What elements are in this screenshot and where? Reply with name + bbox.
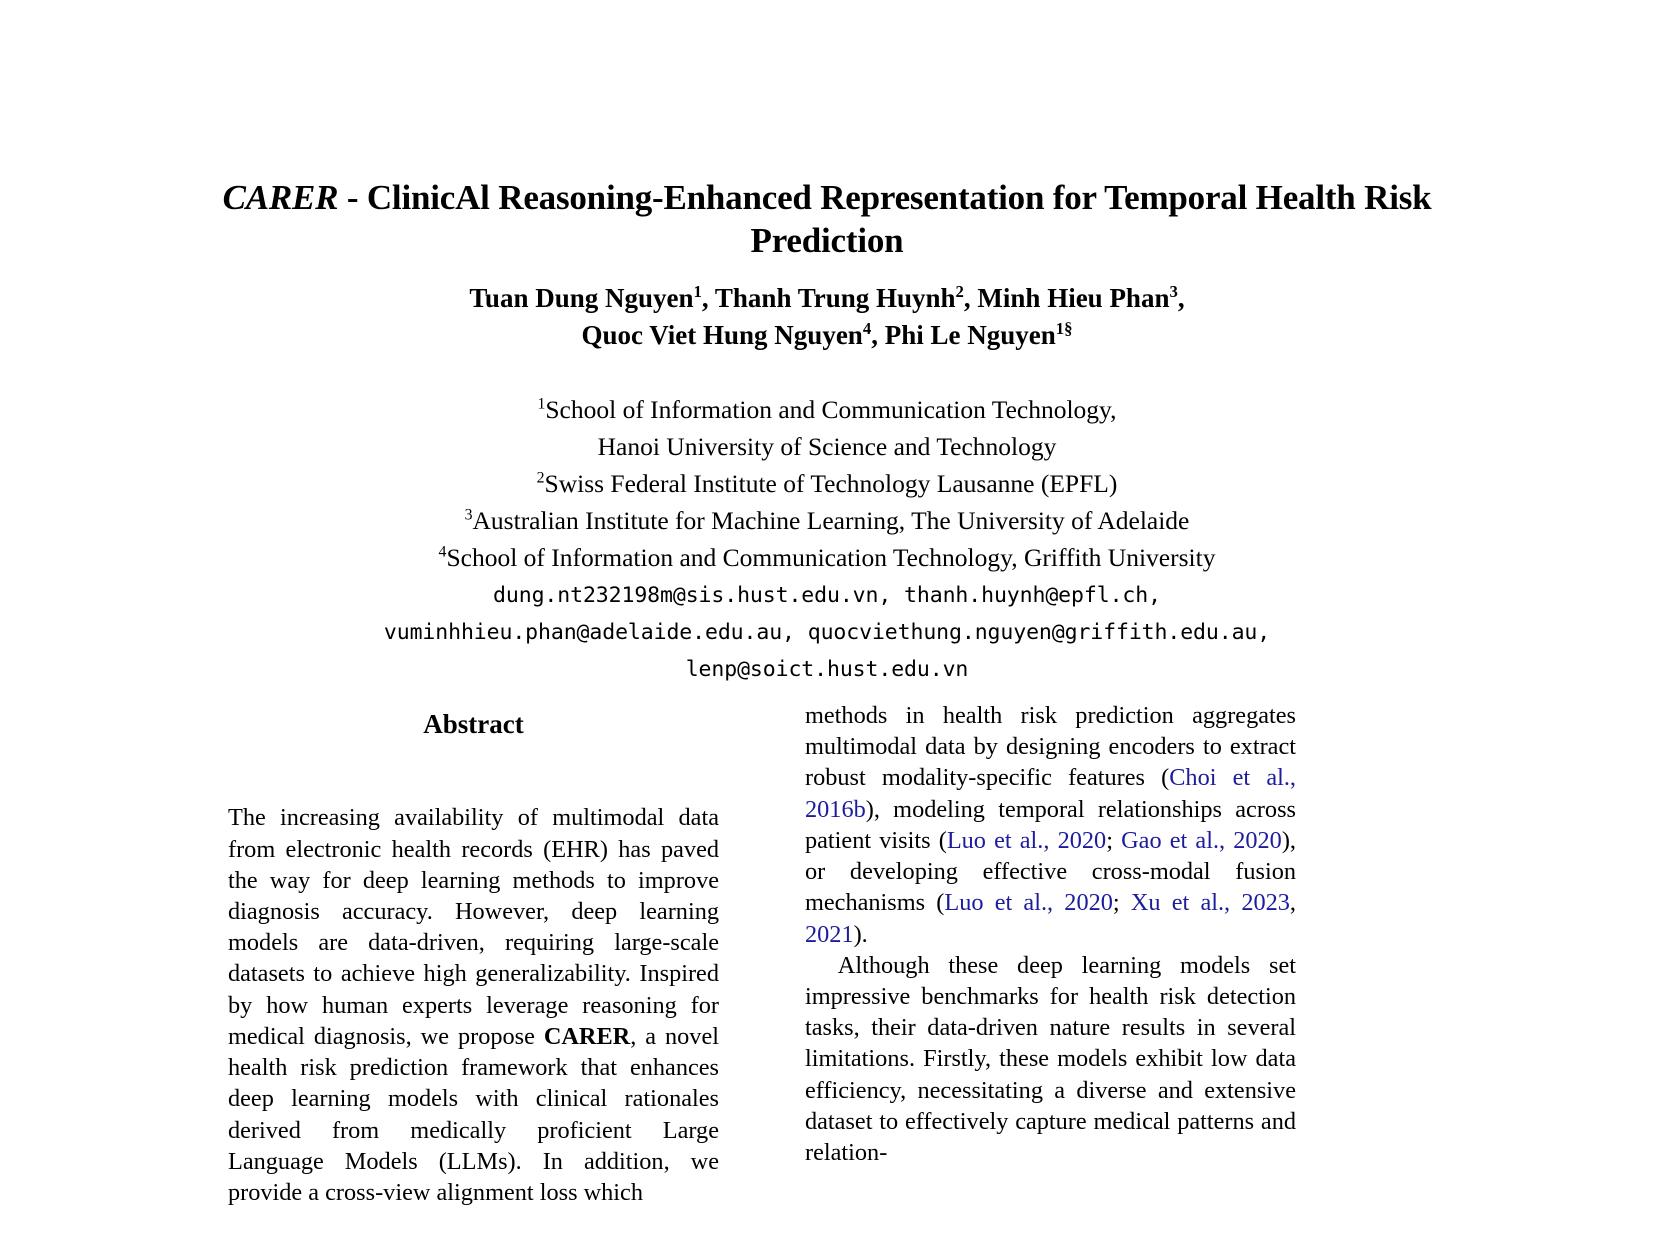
abstract-text-part2: , a novel health risk prediction framework that enhances deep learning models with clinical rationales derived from medically proficient Large Language Models (LLMs). In addition, we provide a cross-view alignment loss which [228,1022,719,1207]
citation-link[interactable]: Gao et al., 2020 [1121,826,1282,854]
author-separator: , [1177,283,1185,313]
author-name: Phi Le Nguyen [884,320,1056,351]
author-name: Thanh Trung Huynh [714,283,956,313]
title-acronym: CARER [222,178,339,217]
email-line[interactable]: lenp@soict.hust.edu.vn [685,656,969,682]
intro-paragraph-limitations: Although these deep learning models set impressive benchmarks for health risk detection tasks, their data-driven nature results in several limitations. Firstly, these models exhibit low data efficiency, necessitating a diverse and extensive dataset to effectively capture medical patterns and relation- [805,951,1296,1167]
body-columns [0,700,1654,1241]
affiliation-text: School of Information and Communication Technology, Griffith University [446,542,1216,572]
affiliation-marker: 4 [438,543,447,561]
affiliation-text: Australian Institute for Machine Learning, The University of Adelaide [472,505,1190,535]
author-line-2 [215,317,1439,354]
citation-link[interactable]: Choi et al., 2016b [805,764,1296,823]
email-list [215,578,1439,689]
author-affiliation-marker: 3 [1169,282,1178,301]
affiliation-text: Hanoi University of Science and Technology [597,431,1057,461]
author-affiliation-marker: 2 [955,282,964,301]
affiliation-item [215,503,1439,540]
paragraph-segment: , [1289,889,1296,917]
author-separator: , [871,320,885,351]
paragraph-segment: ), or developing effective cross-modal fusion mechanisms ( [805,826,1296,917]
paragraph-segment: ), modeling temporal relationships across patient visits ( [805,795,1296,854]
title-block [215,176,1439,263]
author-affiliation-marker: 1§ [1055,319,1073,339]
author-affiliation-marker: 4 [862,319,872,339]
affiliation-item [215,429,1439,466]
citation-link[interactable]: 2021 [805,920,854,948]
left-column [228,700,719,1241]
intro-paragraph-continued [805,700,1296,950]
author-line-1 [215,280,1439,317]
citation-link[interactable]: Xu et al., 2023 [1130,889,1290,917]
affiliation-list [215,392,1439,577]
author-list [215,280,1439,355]
affiliation-marker: 3 [464,506,473,524]
paragraph-segment: ; [1112,889,1131,917]
affiliation-item [215,466,1439,503]
abstract-heading: Abstract [423,709,524,739]
affiliation-item [215,392,1439,429]
email-line[interactable]: dung.nt232198m@sis.hust.edu.vn, thanh.huynh@epfl.ch, [493,583,1161,608]
affiliation-marker: 1 [537,395,546,413]
email-line[interactable]: vuminhhieu.phan@adelaide.edu.au, quocviethung.nguyen@griffith.edu.au, [383,619,1271,645]
right-column [805,700,1296,1241]
affiliation-text: School of Information and Communication Technology, [545,395,1117,424]
affiliation-item [215,540,1439,577]
abstract-bold-term: CARER [543,1022,631,1050]
author-separator: , [701,283,715,313]
paragraph-segment: methods in health risk prediction aggregates multimodal data by designing encoders to extract robust modality-specific features ( [805,702,1296,792]
affiliation-marker: 2 [536,469,545,487]
page-title [215,176,1439,263]
citation-link[interactable]: Luo et al., 2020 [946,826,1107,854]
paragraph-segment: ). [853,920,868,948]
author-name: Tuan Dung Nguyen [469,283,694,313]
citation-link[interactable]: Luo et al., 2020 [944,889,1113,917]
affiliation-text: Swiss Federal Institute of Technology Lausanne (EPFL) [544,468,1118,498]
author-separator: , [963,283,978,313]
title-rest: - ClinicAl Reasoning-Enhanced Representation for Temporal Health Risk Prediction [338,178,1432,261]
author-affiliation-marker: 1 [693,282,702,301]
abstract-paragraph [228,802,719,1208]
paragraph-segment: ; [1106,826,1122,854]
author-name: Minh Hieu Phan [977,283,1170,313]
abstract-text-part1: The increasing availability of multimodal data from electronic health records (EHR) has paved the way for deep learning methods to improve diagnosis accuracy. However, deep learning models are data-driven, requiring large-scale datasets to achieve high generalizability. Inspired by how human experts leverage reasoning for medical diagnosis, we propose [228,804,719,1050]
author-name: Quoc Viet Hung Nguyen [581,320,863,351]
